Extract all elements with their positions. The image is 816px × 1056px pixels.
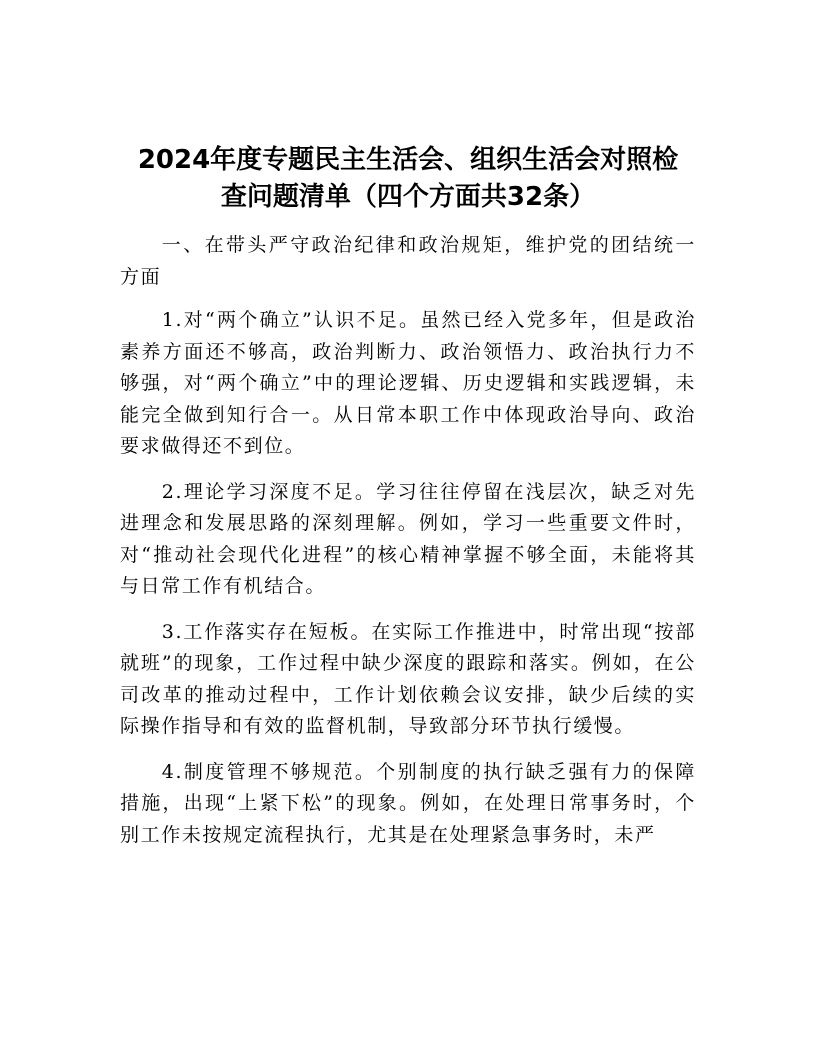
document-body [120, 230, 696, 865]
title-line-1: 2024年度专题民主生活会、组织生活会对照检 [137, 145, 679, 175]
list-item: 4.制度管理不够规范。个别制度的执行缺乏强有力的保障措施，出现“上紧下松”的现象。例如，在处理日常事务时，个别工作未按规定流程执行，尤其是在处理紧急事务时，未严 [120, 760, 696, 846]
list-item: 1.对“两个确立”认识不足。虽然已经入党多年，但是政治素养方面还不够高，政治判断力、政治领悟力、政治执行力不够强，对“两个确立”中的理论逻辑、历史逻辑和实践逻辑，未能完全做到知行合一。从日常本职工作中体现政治导向、政治要求做得还不到位。 [120, 309, 696, 457]
title-line-2: 查问题清单（四个方面共32条） [220, 182, 596, 212]
document-title [100, 142, 716, 216]
list-item: 3.工作落实存在短板。在实际工作推进中，时常出现“按部就班”的现象，工作过程中缺少深度的跟踪和落实。例如，在公司改革的推动过程中，工作计划依赖会议安排，缺少后续的实际操作指导和有效的监督机制，导致部分环节执行缓慢。 [120, 620, 696, 737]
list-item: 2.理论学习深度不足。学习往往停留在浅层次，缺乏对先进理念和发展思路的深刻理解。例如，学习一些重要文件时，对“推动社会现代化进程”的核心精神掌握不够全面，未能将其与日常工作有机结合。 [120, 480, 696, 597]
section-heading: 一、在带头严守政治纪律和政治规矩，维护党的团结统一方面 [120, 234, 696, 288]
